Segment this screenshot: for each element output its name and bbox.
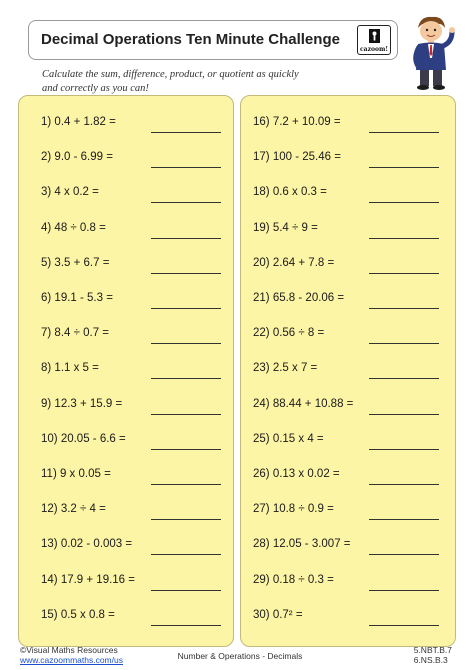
problem-question: 21) 65.8 - 20.06 = [253,292,345,304]
problem-question: 7) 8.4 ÷ 0.7 = [41,327,110,340]
answer-line[interactable] [151,449,221,450]
answer-line[interactable] [369,590,439,591]
problem-row [241,116,455,140]
problem-question: 22) 0.56 ÷ 8 = [253,327,325,340]
problem-question: 11) 9 x 0.05 = [41,468,111,480]
website-link[interactable]: www.cazoommaths.com/us [20,655,123,665]
problem-question: 17) 100 - 25.46 = [253,151,341,164]
problem-question: 3) 4 x 0.2 = [41,186,99,199]
answer-line[interactable] [369,343,439,344]
logo-text: cazoom! [360,46,388,53]
problem-question: 15) 0.5 x 0.8 = [41,608,115,621]
copyright-text: ©Visual Maths Resources [20,645,118,655]
problem-question: 30) 0.7² = [253,608,303,621]
problem-question: 8) 1.1 x 5 = [41,362,99,375]
problem-row [19,468,233,492]
problem-question: 20) 2.64 + 7.8 = [253,256,335,269]
answer-line[interactable] [151,590,221,591]
problem-row [19,503,233,527]
answer-line[interactable] [369,625,439,626]
instructions [42,68,342,96]
instructions-line-1: Calculate the sum, difference, product, or quotient as quickly [42,69,299,80]
cazoom-logo [357,25,391,55]
problem-row [241,468,455,492]
mascot-boy-illustration [404,14,458,92]
keyhole-icon [369,29,380,43]
problems-column-right [240,95,456,647]
problem-question: 16) 7.2 + 10.09 = [253,116,341,128]
problem-row [19,186,233,210]
answer-line[interactable] [369,202,439,203]
problem-question: 2) 9.0 - 6.99 = [41,151,113,164]
standard-code-2: 6.NS.B.3 [413,655,448,665]
problem-question: 27) 10.8 ÷ 0.9 = [253,503,334,516]
problem-row [241,609,455,633]
answer-line[interactable] [151,202,221,203]
problem-row [241,433,455,457]
problem-row [19,116,233,140]
problem-question: 12) 3.2 ÷ 4 = [41,503,106,516]
problem-row [241,327,455,351]
answer-line[interactable] [151,238,221,239]
answer-line[interactable] [369,519,439,520]
problem-row [241,257,455,281]
instructions-line-2: and correctly as you can! [42,83,149,94]
problem-row [241,151,455,175]
answer-line[interactable] [151,343,221,344]
problem-question: 4) 48 ÷ 0.8 = [41,221,106,234]
problem-question: 29) 0.18 ÷ 0.3 = [253,573,334,586]
problem-row [241,222,455,246]
answer-line[interactable] [369,308,439,309]
answer-line[interactable] [151,308,221,309]
problem-row [241,186,455,210]
answer-line[interactable] [369,554,439,555]
answer-line[interactable] [369,484,439,485]
problem-row [241,503,455,527]
problem-row [241,574,455,598]
problem-question: 25) 0.15 x 4 = [253,432,324,445]
problem-question: 24) 88.44 + 10.88 = [253,397,354,410]
answer-line[interactable] [369,378,439,379]
answer-line[interactable] [369,449,439,450]
problem-row [19,433,233,457]
problem-row [19,292,233,316]
problem-question: 1) 0.4 + 1.82 = [41,116,116,128]
problem-question: 23) 2.5 x 7 = [253,362,318,375]
problem-row [19,362,233,386]
problem-question: 14) 17.9 + 19.16 = [41,573,135,586]
problem-row [19,327,233,351]
problem-question: 18) 0.6 x 0.3 = [253,186,327,199]
answer-line[interactable] [151,167,221,168]
answer-line[interactable] [151,519,221,520]
problem-question: 6) 19.1 - 5.3 = [41,292,113,304]
footer-left [20,645,123,665]
answer-line[interactable] [151,378,221,379]
problem-row [241,398,455,422]
problem-row [19,398,233,422]
footer-topic: Number & Operations - Decimals [177,651,303,661]
page-title: Decimal Operations Ten Minute Challenge [41,31,340,48]
answer-line[interactable] [369,414,439,415]
problem-question: 19) 5.4 ÷ 9 = [253,221,318,234]
problem-row [19,538,233,562]
answer-line[interactable] [369,238,439,239]
problem-question: 9) 12.3 + 15.9 = [41,397,123,410]
problem-row [241,538,455,562]
problem-row [19,151,233,175]
problem-question: 13) 0.02 - 0.003 = [41,538,133,551]
answer-line[interactable] [369,273,439,274]
answer-line[interactable] [151,625,221,626]
problem-row [19,222,233,246]
answer-line[interactable] [151,132,221,133]
answer-line[interactable] [151,554,221,555]
problems-column-left [18,95,234,647]
problem-question: 10) 20.05 - 6.6 = [41,432,126,445]
answer-line[interactable] [369,132,439,133]
problem-row [241,292,455,316]
answer-line[interactable] [369,167,439,168]
answer-line[interactable] [151,273,221,274]
problem-row [19,574,233,598]
problem-row [241,362,455,386]
answer-line[interactable] [151,484,221,485]
problem-question: 28) 12.05 - 3.007 = [253,538,351,551]
answer-line[interactable] [151,414,221,415]
standard-code-1: 5.NBT.B.7 [413,645,452,655]
problem-question: 5) 3.5 + 6.7 = [41,256,110,269]
problem-row [19,609,233,633]
footer-standards [414,645,452,665]
problem-row [19,257,233,281]
problem-question: 26) 0.13 x 0.02 = [253,468,340,480]
title-box [28,20,398,60]
